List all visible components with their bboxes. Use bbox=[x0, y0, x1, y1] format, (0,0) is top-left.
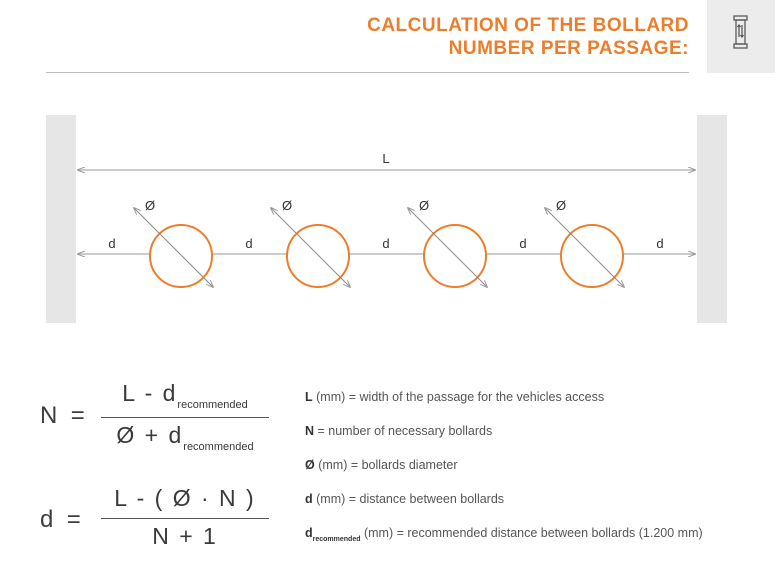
numerator-main: L - d bbox=[122, 380, 178, 406]
numerator-subscript: recommended bbox=[177, 399, 248, 411]
left-wall bbox=[46, 115, 76, 323]
diameter-label: Ø bbox=[144, 198, 156, 213]
formula-n-lhs bbox=[40, 402, 85, 430]
legend-symbol: Ø bbox=[305, 458, 315, 472]
denominator-main: Ø + d bbox=[116, 422, 184, 448]
formula-d-lhs bbox=[40, 506, 81, 534]
legend-text: (mm) = width of the passage for the vehicles access bbox=[312, 390, 605, 404]
bollard-3 bbox=[408, 198, 487, 287]
fraction-bar bbox=[101, 518, 269, 519]
legend-item-l bbox=[305, 390, 604, 404]
legend-item-d-recommended bbox=[305, 526, 703, 543]
distance-label: d bbox=[519, 236, 527, 251]
length-label: L bbox=[382, 151, 390, 166]
legend-symbol: L bbox=[305, 390, 313, 404]
legend-text: (mm) = bollards diameter bbox=[314, 458, 458, 472]
legend-item-diameter bbox=[305, 458, 457, 472]
title-line-1: CALCULATION OF THE BOLLARD bbox=[367, 15, 689, 36]
equals-sign: = bbox=[66, 506, 81, 533]
bollard-4 bbox=[545, 198, 624, 287]
diameter-label: Ø bbox=[281, 198, 293, 213]
formula-d-numerator: L - ( Ø · N ) bbox=[114, 485, 256, 511]
legend-text: (mm) = distance between bollards bbox=[312, 492, 505, 506]
legend-symbol: d bbox=[305, 492, 313, 506]
legend-symbol: N bbox=[305, 424, 315, 438]
distance-label: d bbox=[108, 236, 116, 251]
legend-item-n bbox=[305, 424, 492, 438]
bollard-1 bbox=[134, 198, 213, 287]
distance-label: d bbox=[382, 236, 390, 251]
distance-label: d bbox=[656, 236, 664, 251]
legend-symbol: d bbox=[305, 526, 313, 540]
equals-sign: = bbox=[70, 402, 85, 429]
legend-text: (mm) = recommended distance between bollards (1.200 mm) bbox=[360, 526, 703, 540]
formula-n-symbol: N bbox=[40, 402, 58, 429]
diameter-label: Ø bbox=[555, 198, 567, 213]
diameter-label: Ø bbox=[418, 198, 430, 213]
formula-d-symbol: d bbox=[40, 506, 54, 533]
legend-text: = number of necessary bollards bbox=[314, 424, 493, 438]
fraction-bar bbox=[101, 417, 269, 418]
title-line-2: NUMBER PER PASSAGE: bbox=[448, 38, 689, 59]
right-wall bbox=[697, 115, 727, 323]
formula-n-numerator bbox=[101, 380, 269, 411]
formula-n-denominator bbox=[101, 422, 269, 453]
bollard-2 bbox=[271, 198, 350, 287]
distance-label: d bbox=[245, 236, 253, 251]
legend-item-d bbox=[305, 492, 504, 506]
denominator-subscript: recommended bbox=[183, 441, 254, 453]
formula-d-denominator: N + 1 bbox=[152, 523, 218, 549]
legend-subscript: recommended bbox=[312, 536, 361, 543]
